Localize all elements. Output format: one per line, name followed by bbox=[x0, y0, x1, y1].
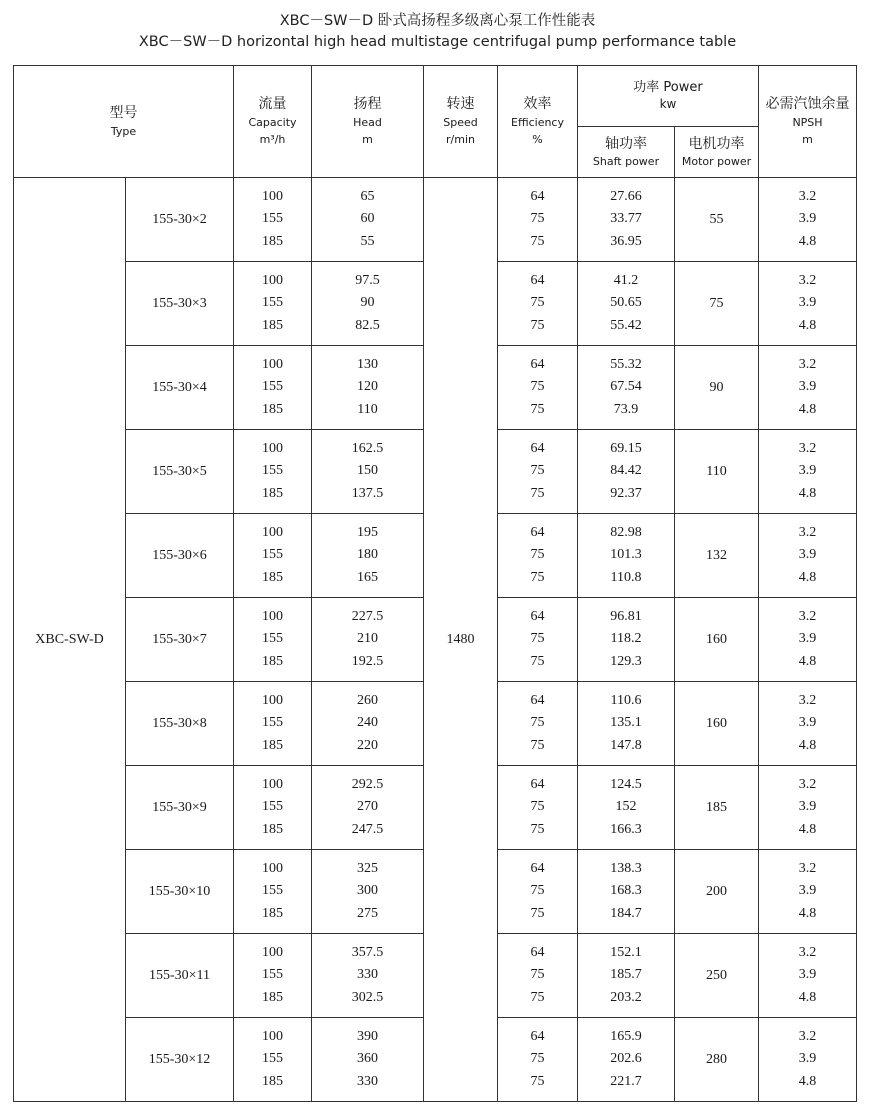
efficiency-cell bbox=[498, 430, 578, 514]
value: 4.8 bbox=[798, 821, 817, 837]
value: 90 bbox=[360, 295, 375, 311]
npsh-cell bbox=[759, 682, 857, 766]
model-cell: 155-30×3 bbox=[126, 262, 234, 346]
table-row bbox=[14, 178, 857, 262]
capacity-cell bbox=[234, 934, 312, 1018]
npsh-cell bbox=[759, 430, 857, 514]
performance-table bbox=[13, 65, 857, 1102]
value: 325 bbox=[357, 860, 378, 876]
value: 64 bbox=[530, 944, 545, 960]
model-cell: 155-30×10 bbox=[126, 850, 234, 934]
value: 135.1 bbox=[610, 715, 642, 731]
value: 3.2 bbox=[798, 860, 817, 876]
value: 221.7 bbox=[610, 1073, 642, 1089]
capacity-cell bbox=[234, 766, 312, 850]
model-cell: 155-30×9 bbox=[126, 766, 234, 850]
value: 3.9 bbox=[798, 799, 817, 815]
capacity-cell bbox=[234, 514, 312, 598]
value: 4.8 bbox=[798, 1073, 817, 1089]
value: 4.8 bbox=[798, 401, 817, 417]
value: 75 bbox=[530, 737, 545, 753]
value: 155 bbox=[262, 1051, 283, 1067]
header-head: 扬程 Head m bbox=[312, 66, 424, 178]
head-cell bbox=[312, 430, 424, 514]
value: 55.42 bbox=[610, 317, 642, 333]
value: 4.8 bbox=[798, 737, 817, 753]
value: 67.54 bbox=[610, 379, 642, 395]
value: 3.2 bbox=[798, 356, 817, 372]
efficiency-cell bbox=[498, 262, 578, 346]
value: 55 bbox=[360, 233, 375, 249]
value: 64 bbox=[530, 356, 545, 372]
value: 110 bbox=[357, 401, 378, 417]
value: 137.5 bbox=[351, 485, 384, 501]
header-speed: 转速 Speed r/min bbox=[424, 66, 498, 178]
value: 155 bbox=[262, 379, 283, 395]
value: 185 bbox=[262, 1073, 283, 1089]
model-cell: 155-30×11 bbox=[126, 934, 234, 1018]
motor-power-cell: 160 bbox=[675, 682, 759, 766]
value: 150 bbox=[357, 463, 378, 479]
value: 3.2 bbox=[798, 188, 817, 204]
value: 84.42 bbox=[610, 463, 642, 479]
value: 129.3 bbox=[610, 653, 642, 669]
motor-power-cell: 110 bbox=[675, 430, 759, 514]
value: 110.6 bbox=[610, 692, 642, 708]
value: 75 bbox=[530, 715, 545, 731]
value: 192.5 bbox=[351, 653, 384, 669]
npsh-cell bbox=[759, 934, 857, 1018]
value: 3.9 bbox=[798, 631, 817, 647]
value: 73.9 bbox=[613, 401, 639, 417]
value: 155 bbox=[262, 211, 283, 227]
value: 75 bbox=[530, 821, 545, 837]
value: 75 bbox=[530, 967, 545, 983]
value: 152 bbox=[615, 799, 637, 815]
value: 185 bbox=[262, 905, 283, 921]
value: 75 bbox=[530, 569, 545, 585]
value: 3.9 bbox=[798, 211, 817, 227]
value: 36.95 bbox=[610, 233, 642, 249]
head-cell bbox=[312, 262, 424, 346]
speed-cell: 1480 bbox=[424, 178, 498, 1102]
value: 3.2 bbox=[798, 524, 817, 540]
value: 3.2 bbox=[798, 272, 817, 288]
value: 75 bbox=[530, 485, 545, 501]
value: 300 bbox=[357, 883, 378, 899]
value: 4.8 bbox=[798, 569, 817, 585]
head-cell bbox=[312, 514, 424, 598]
value: 100 bbox=[262, 860, 283, 876]
capacity-cell bbox=[234, 346, 312, 430]
npsh-cell bbox=[759, 850, 857, 934]
value: 60 bbox=[360, 211, 375, 227]
value: 390 bbox=[357, 1028, 378, 1044]
value: 155 bbox=[262, 799, 283, 815]
value: 41.2 bbox=[613, 272, 639, 288]
efficiency-cell bbox=[498, 346, 578, 430]
npsh-cell bbox=[759, 514, 857, 598]
value: 75 bbox=[530, 379, 545, 395]
model-cell: 155-30×2 bbox=[126, 178, 234, 262]
value: 64 bbox=[530, 692, 545, 708]
value: 185 bbox=[262, 485, 283, 501]
value: 3.9 bbox=[798, 547, 817, 563]
capacity-cell bbox=[234, 178, 312, 262]
capacity-cell bbox=[234, 1018, 312, 1102]
value: 65 bbox=[360, 188, 375, 204]
motor-power-cell: 55 bbox=[675, 178, 759, 262]
shaft-power-cell bbox=[578, 682, 675, 766]
value: 4.8 bbox=[798, 653, 817, 669]
value: 152.1 bbox=[610, 944, 642, 960]
motor-power-cell: 90 bbox=[675, 346, 759, 430]
value: 100 bbox=[262, 356, 283, 372]
value: 69.15 bbox=[610, 440, 642, 456]
value: 4.8 bbox=[798, 485, 817, 501]
value: 75 bbox=[530, 295, 545, 311]
value: 130 bbox=[357, 356, 378, 372]
head-cell bbox=[312, 766, 424, 850]
value: 75 bbox=[530, 799, 545, 815]
value: 357.5 bbox=[351, 944, 384, 960]
model-cell: 155-30×7 bbox=[126, 598, 234, 682]
value: 360 bbox=[357, 1051, 378, 1067]
value: 185 bbox=[262, 317, 283, 333]
value: 118.2 bbox=[610, 631, 642, 647]
value: 75 bbox=[530, 401, 545, 417]
value: 64 bbox=[530, 272, 545, 288]
value: 100 bbox=[262, 692, 283, 708]
value: 260 bbox=[357, 692, 378, 708]
shaft-power-cell bbox=[578, 850, 675, 934]
value: 3.9 bbox=[798, 463, 817, 479]
efficiency-cell bbox=[498, 178, 578, 262]
shaft-power-cell bbox=[578, 514, 675, 598]
value: 100 bbox=[262, 524, 283, 540]
npsh-cell bbox=[759, 262, 857, 346]
head-cell bbox=[312, 598, 424, 682]
shaft-power-cell bbox=[578, 1018, 675, 1102]
head-cell bbox=[312, 850, 424, 934]
value: 155 bbox=[262, 631, 283, 647]
value: 165.9 bbox=[610, 1028, 642, 1044]
value: 100 bbox=[262, 776, 283, 792]
value: 3.2 bbox=[798, 944, 817, 960]
value: 75 bbox=[530, 463, 545, 479]
capacity-cell bbox=[234, 682, 312, 766]
value: 64 bbox=[530, 524, 545, 540]
value: 3.9 bbox=[798, 967, 817, 983]
header-capacity: 流量 Capacity m³/h bbox=[234, 66, 312, 178]
model-cell: 155-30×6 bbox=[126, 514, 234, 598]
shaft-power-cell bbox=[578, 934, 675, 1018]
shaft-power-cell bbox=[578, 598, 675, 682]
value: 75 bbox=[530, 989, 545, 1005]
header-type: 型号 Type bbox=[14, 66, 234, 178]
npsh-cell bbox=[759, 1018, 857, 1102]
value: 75 bbox=[530, 1051, 545, 1067]
value: 64 bbox=[530, 1028, 545, 1044]
efficiency-cell bbox=[498, 1018, 578, 1102]
motor-power-cell: 200 bbox=[675, 850, 759, 934]
value: 96.81 bbox=[610, 608, 642, 624]
value: 185 bbox=[262, 821, 283, 837]
model-cell: 155-30×12 bbox=[126, 1018, 234, 1102]
value: 64 bbox=[530, 188, 545, 204]
value: 100 bbox=[262, 272, 283, 288]
value: 100 bbox=[262, 188, 283, 204]
value: 64 bbox=[530, 860, 545, 876]
series-name: XBC-SW-D bbox=[14, 178, 126, 1102]
value: 82.98 bbox=[610, 524, 642, 540]
value: 75 bbox=[530, 883, 545, 899]
value: 75 bbox=[530, 547, 545, 563]
model-cell: 155-30×8 bbox=[126, 682, 234, 766]
value: 75 bbox=[530, 653, 545, 669]
efficiency-cell bbox=[498, 850, 578, 934]
value: 185 bbox=[262, 653, 283, 669]
value: 302.5 bbox=[351, 989, 384, 1005]
motor-power-cell: 250 bbox=[675, 934, 759, 1018]
value: 82.5 bbox=[355, 317, 380, 333]
value: 97.5 bbox=[355, 272, 380, 288]
head-cell bbox=[312, 346, 424, 430]
header-shaft-power: 轴功率 Shaft power bbox=[578, 127, 675, 178]
value: 166.3 bbox=[610, 821, 642, 837]
value: 33.77 bbox=[610, 211, 642, 227]
value: 4.8 bbox=[798, 233, 817, 249]
value: 227.5 bbox=[351, 608, 384, 624]
model-cell: 155-30×4 bbox=[126, 346, 234, 430]
value: 3.2 bbox=[798, 692, 817, 708]
value: 203.2 bbox=[610, 989, 642, 1005]
value: 138.3 bbox=[610, 860, 642, 876]
capacity-cell bbox=[234, 598, 312, 682]
value: 240 bbox=[357, 715, 378, 731]
head-cell bbox=[312, 682, 424, 766]
value: 110.8 bbox=[610, 569, 642, 585]
value: 195 bbox=[357, 524, 378, 540]
npsh-cell bbox=[759, 346, 857, 430]
value: 3.2 bbox=[798, 608, 817, 624]
value: 185.7 bbox=[610, 967, 642, 983]
value: 75 bbox=[530, 233, 545, 249]
value: 64 bbox=[530, 608, 545, 624]
npsh-cell bbox=[759, 178, 857, 262]
value: 100 bbox=[262, 944, 283, 960]
value: 75 bbox=[530, 631, 545, 647]
head-cell bbox=[312, 1018, 424, 1102]
shaft-power-cell bbox=[578, 430, 675, 514]
motor-power-cell: 280 bbox=[675, 1018, 759, 1102]
efficiency-cell bbox=[498, 682, 578, 766]
value: 185 bbox=[262, 737, 283, 753]
value: 292.5 bbox=[351, 776, 384, 792]
value: 247.5 bbox=[351, 821, 384, 837]
value: 210 bbox=[357, 631, 378, 647]
value: 155 bbox=[262, 463, 283, 479]
header-npsh: 必需汽蚀余量 NPSH m bbox=[759, 66, 857, 178]
title-chinese: XBC－SW－D 卧式高扬程多级离心泵工作性能表 bbox=[279, 13, 596, 29]
table-body bbox=[14, 178, 857, 1102]
value: 3.2 bbox=[798, 776, 817, 792]
value: 330 bbox=[357, 967, 378, 983]
value: 162.5 bbox=[351, 440, 384, 456]
value: 165 bbox=[357, 569, 378, 585]
value: 75 bbox=[530, 211, 545, 227]
value: 100 bbox=[262, 440, 283, 456]
value: 220 bbox=[357, 737, 378, 753]
value: 3.9 bbox=[798, 883, 817, 899]
value: 75 bbox=[530, 317, 545, 333]
value: 147.8 bbox=[610, 737, 642, 753]
value: 3.9 bbox=[798, 715, 817, 731]
capacity-cell bbox=[234, 262, 312, 346]
value: 27.66 bbox=[610, 188, 642, 204]
value: 270 bbox=[357, 799, 378, 815]
value: 120 bbox=[357, 379, 378, 395]
value: 180 bbox=[357, 547, 378, 563]
efficiency-cell bbox=[498, 598, 578, 682]
value: 75 bbox=[530, 905, 545, 921]
value: 3.9 bbox=[798, 1051, 817, 1067]
value: 75 bbox=[530, 1073, 545, 1089]
header-efficiency: 效率 Efficiency % bbox=[498, 66, 578, 178]
capacity-cell bbox=[234, 430, 312, 514]
value: 202.6 bbox=[610, 1051, 642, 1067]
motor-power-cell: 185 bbox=[675, 766, 759, 850]
value: 100 bbox=[262, 1028, 283, 1044]
value: 330 bbox=[357, 1073, 378, 1089]
shaft-power-cell bbox=[578, 178, 675, 262]
value: 185 bbox=[262, 401, 283, 417]
efficiency-cell bbox=[498, 934, 578, 1018]
value: 4.8 bbox=[798, 905, 817, 921]
value: 155 bbox=[262, 715, 283, 731]
value: 92.37 bbox=[610, 485, 642, 501]
title-english: XBC－SW－D horizontal high head multistage centrifugal pump performance table bbox=[138, 34, 737, 50]
value: 4.8 bbox=[798, 317, 817, 333]
value: 3.9 bbox=[798, 295, 817, 311]
value: 185 bbox=[262, 233, 283, 249]
value: 64 bbox=[530, 776, 545, 792]
capacity-cell bbox=[234, 850, 312, 934]
value: 4.8 bbox=[798, 989, 817, 1005]
value: 64 bbox=[530, 440, 545, 456]
value: 124.5 bbox=[610, 776, 642, 792]
value: 101.3 bbox=[610, 547, 642, 563]
model-cell: 155-30×5 bbox=[126, 430, 234, 514]
shaft-power-cell bbox=[578, 346, 675, 430]
value: 155 bbox=[262, 967, 283, 983]
value: 3.9 bbox=[798, 379, 817, 395]
value: 3.2 bbox=[798, 1028, 817, 1044]
header-power: 功率 Power kw bbox=[578, 66, 759, 127]
npsh-cell bbox=[759, 598, 857, 682]
value: 50.65 bbox=[610, 295, 642, 311]
motor-power-cell: 75 bbox=[675, 262, 759, 346]
motor-power-cell: 160 bbox=[675, 598, 759, 682]
efficiency-cell bbox=[498, 514, 578, 598]
value: 100 bbox=[262, 608, 283, 624]
shaft-power-cell bbox=[578, 262, 675, 346]
value: 155 bbox=[262, 883, 283, 899]
efficiency-cell bbox=[498, 766, 578, 850]
shaft-power-cell bbox=[578, 766, 675, 850]
value: 168.3 bbox=[610, 883, 642, 899]
head-cell bbox=[312, 934, 424, 1018]
value: 55.32 bbox=[610, 356, 642, 372]
header-motor-power: 电机功率 Motor power bbox=[675, 127, 759, 178]
value: 275 bbox=[357, 905, 378, 921]
value: 155 bbox=[262, 547, 283, 563]
value: 3.2 bbox=[798, 440, 817, 456]
motor-power-cell: 132 bbox=[675, 514, 759, 598]
value: 185 bbox=[262, 569, 283, 585]
head-cell bbox=[312, 178, 424, 262]
value: 185 bbox=[262, 989, 283, 1005]
value: 155 bbox=[262, 295, 283, 311]
value: 184.7 bbox=[610, 905, 642, 921]
npsh-cell bbox=[759, 766, 857, 850]
